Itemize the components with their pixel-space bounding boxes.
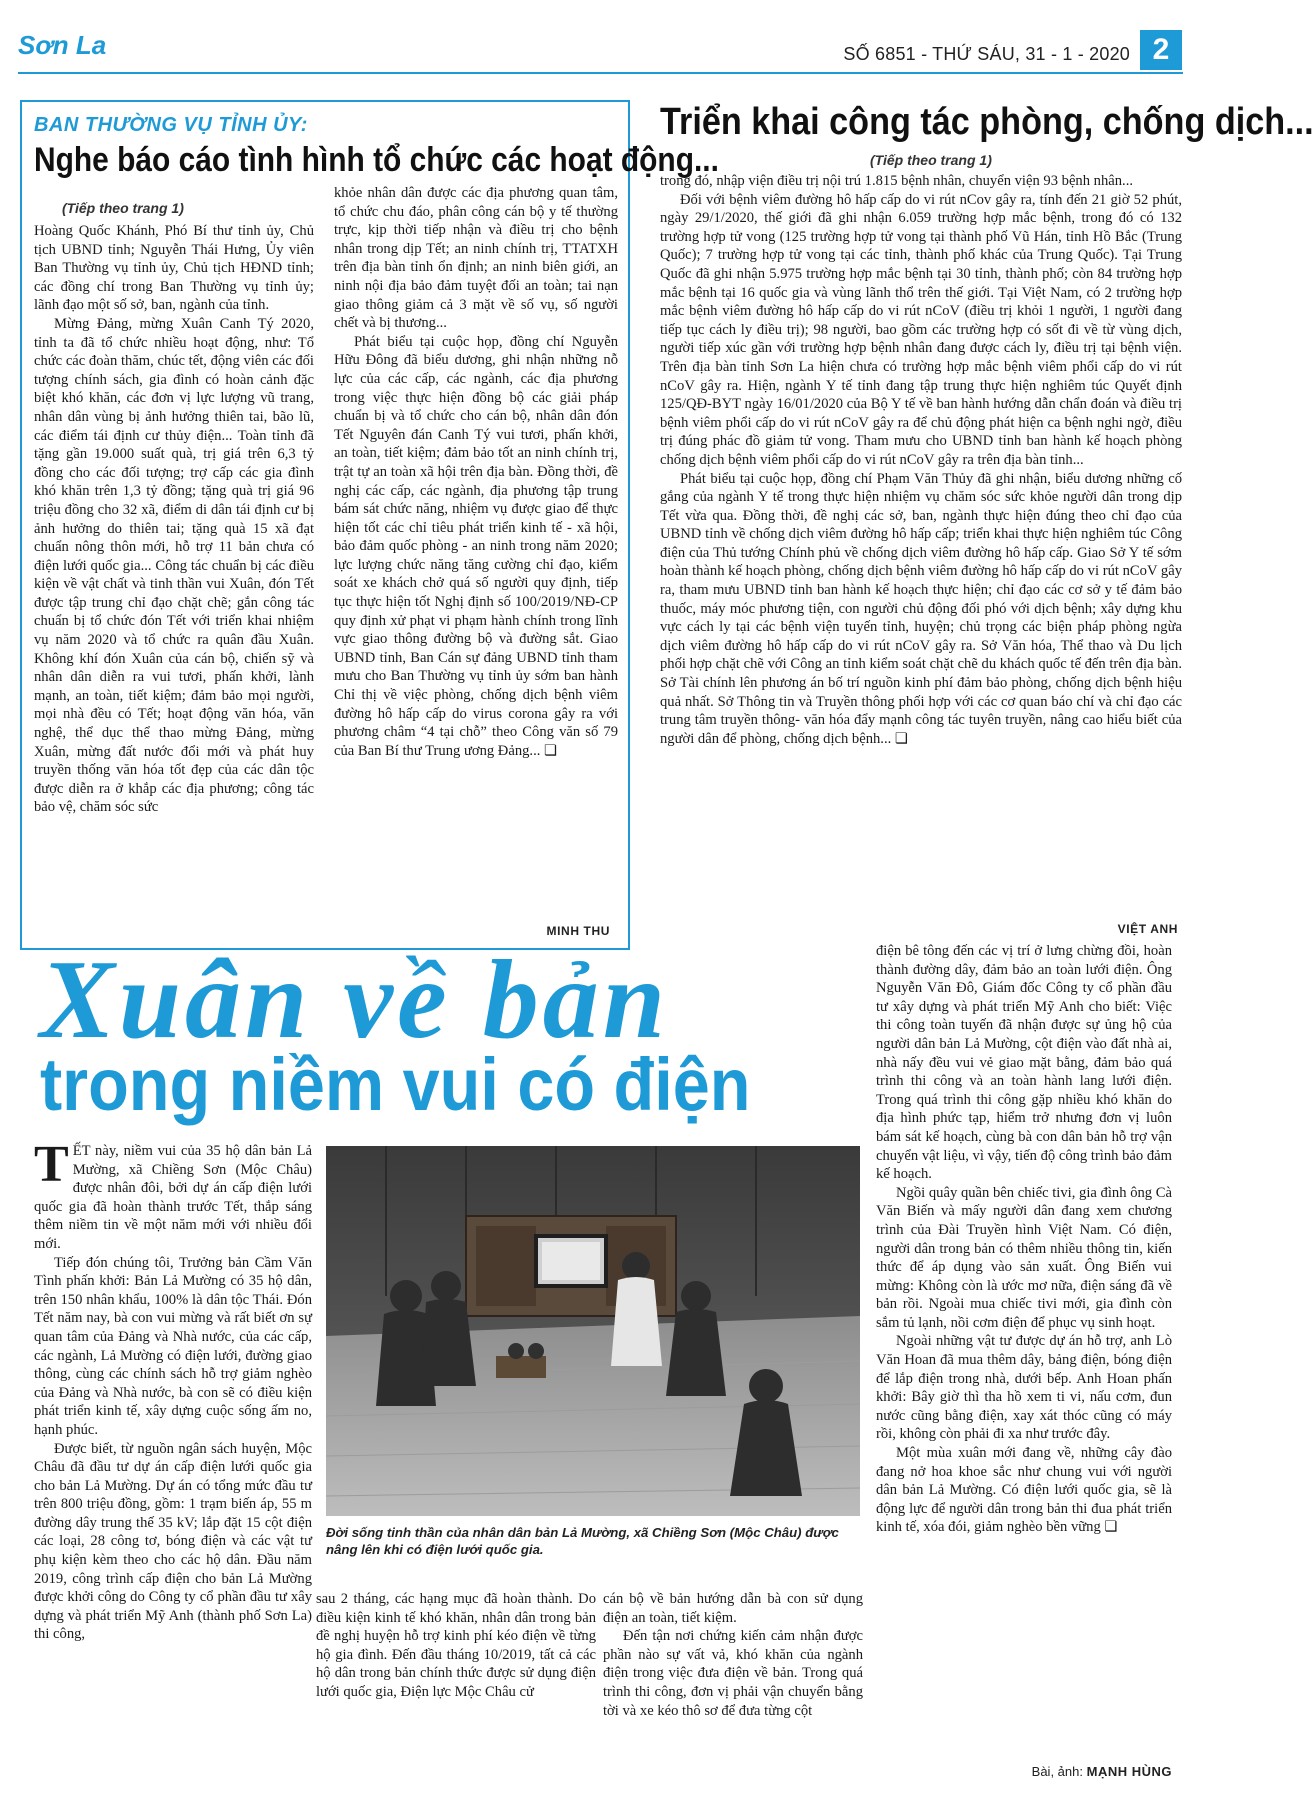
left-article-column-1	[34, 222, 314, 936]
paragraph: Đến tận nơi chứng kiến cảm nhận được phần nào sự vất vả, khó khăn của ngành điện trong việc đưa điện về bản. Trong quá trình thi công, đơn vị phải vận chuyển bằng tời và xe kéo thô sơ để đưa từng cột	[603, 1628, 863, 1719]
drop-cap: T	[34, 1136, 69, 1193]
paragraph: trong đó, nhập viện điều trị nội trú 1.815 bệnh nhân, chuyển viện 93 bệnh nhân...	[660, 173, 1133, 189]
feature-column-1	[34, 1136, 312, 1762]
page-number: 2	[1140, 30, 1182, 70]
feature-column-2	[316, 1590, 596, 1780]
left-article-column-2	[334, 184, 618, 922]
paragraph: cán bộ về bản hướng dẫn bà con sử dụng điện an toàn, tiết kiệm.	[603, 1591, 863, 1626]
right-article-headline: Triển khai công tác phòng, chống dịch...	[660, 101, 1314, 143]
paragraph: Đối với bệnh viêm đường hô hấp cấp do vi rút nCov gây ra, tính đến 21 giờ 52 phút, ngày 29/1/2020, thế giới đã ghi nhận 6.059 trường hợp mắc bệnh, trong đó có 132 trường hợp tử vong (125 trường hợp tử vong tại thành phố Vũ Hán, tỉnh Hồ Bắc (Trung Quốc); 7 trường hợp tử vong tại các tỉnh, thành phố khác của Trung Quốc). Tại Trung Quốc đã ghi nhận 5.975 trường hợp mắc bệnh tại 30 tỉnh, thành phố; còn 84 trường hợp mắc bệnh tại 16 quốc gia và vùng lãnh thổ trên thế giới. Tại Việt Nam, có 2 trường hợp mắc bệnh viêm đường hô hấp cấp do vi rút nCoV (điều trị khỏi 1 người, 1 người đang tiếp tục cách ly điều trị); 98 người, bao gồm các trường hợp có sốt đi về từ vùng dịch, người tiếp xúc gần với trường hợp bệnh nhân đang được cách ly, điều trị tại bệnh viện. Trên địa bàn tỉnh Sơn La hiện chưa có trường hợp mắc bệnh viêm phổi cấp do vi rút nCoV gây ra. Hiện, ngành Y tế tỉnh đang tập trung thực hiện nghiêm túc Quyết định 125/QĐ-BYT ngày 16/01/2020 của Bộ Y tế về ban hành hướng dẫn chẩn đoán và điều trị bệnh viêm phổi cấp do vi rút nCoV gây ra để chủ động phát hiện ca bệnh nghi ngờ, điều trị đúng phác đồ giảm tử vong. Tham mưu cho UBND tỉnh ban hành kế hoạch phòng chống dịch bệnh viêm phổi cấp do vi rút nCoV gây ra trên địa bàn tỉnh...	[660, 191, 1182, 468]
feature-column-3	[603, 1590, 863, 1780]
feature-byline	[1032, 1764, 1172, 1779]
byline-prefix: Bài, ảnh:	[1031, 1764, 1083, 1779]
paragraph: Ngồi quây quần bên chiếc tivi, gia đình ông Cà Văn Biến và mấy người dân đang xem chương trình của Đài Truyền hình Việt Nam. Có điện, người dân trong bản có thêm nhiều thông tin, kiến thức để áp dụng vào sản xuất. Ông Biến vui mừng: Không còn là ước mơ nữa, điện sáng đã về bản rồi. Ngoài mua chiếc tivi mới, gia đình còn sắm tủ lạnh, nồi cơm điện để phục vụ sinh hoạt.	[876, 1184, 1172, 1331]
left-article-continued: (Tiếp theo trang 1)	[62, 200, 184, 216]
paragraph: Một mùa xuân mới đang về, những cây đào đang nở hoa khoe sắc như chung vui với người dân bản Lả Mường. Có điện lưới quốc gia, sẽ là động lực để người dân trong bản thi đua phát triển kinh tế, xóa đói, giảm nghèo bền vững ❏	[876, 1445, 1172, 1536]
family-watching-tv-illustration	[326, 1146, 860, 1516]
feature-title-line-1: Xuân về bản	[40, 938, 669, 1062]
paragraph: Ngoài những vật tư được dự án hỗ trợ, anh Lò Văn Hoan đã mua thêm dây, bảng điện, bóng điện để lắp điện trong nhà, dưới bếp. Anh Hoan phấn khởi: Bây giờ thì tha hồ xem ti vi, nấu cơm, đun nước cũng bằng điện, xay xát thóc cũng có máy rồi, không còn phải đi xa như trước đây.	[876, 1333, 1172, 1443]
paragraph: Được biết, từ nguồn ngân sách huyện, Mộc Châu đã đầu tư dự án cấp điện lưới quốc gia cho bản Lả Mường. Dự án có tổng mức đầu tư trên 800 triệu đồng, gồm: 1 trạm biến áp, 55 m đường dây trung thế 35 kV; lắp đặt 15 cột điện các loại, 28 công tơ, bóng điện và các vật tư phụ kiện kèm theo cho các hộ dân. Đầu năm 2019, công trình cấp điện cho bản Lả Mường được khởi công do Công ty cổ phần đầu tư xây dựng và phát triển Mỹ Anh (thành phố Sơn La) thi công,	[34, 1440, 312, 1643]
paragraph: Tiếp đón chúng tôi, Trưởng bản Cầm Văn Tình phấn khởi: Bản Lả Mường có 35 hộ dân, trên 150 nhân khẩu, 100% là dân tộc Thái. Đón Tết năm nay, bà con vui mừng và rất biết ơn sự quan tâm của Đảng và Nhà nước, của các cấp, các ngành, Lả Mường có điện lưới, đường giao thông, cùng các chính sách hỗ trợ giảm nghèo của Đảng và Nhà nước, bà con sẽ có điều kiện phát triển kinh tế, xây dựng cuộc sống ấm no, hạnh phúc.	[34, 1254, 312, 1438]
section-name: Sơn La	[18, 30, 107, 60]
byline-author: MẠNH HÙNG	[1086, 1764, 1172, 1779]
photo-caption: Đời sống tinh thần của nhân dân bản Lả Mường, xã Chiềng Sơn (Mộc Châu) được nâng lên khi có điện lưới quốc gia.	[326, 1525, 839, 1557]
paragraph: sau 2 tháng, các hạng mục đã hoàn thành. Do điều kiện kinh tế khó khăn, nhân dân trong bản đề nghị huyện hỗ trợ kinh phí kéo điện về từng hộ gia đình. Đến đầu tháng 10/2019, tất cả các hộ dân trong bản chính thức được sử dụng điện lưới quốc gia, Điện lực Mộc Châu cử	[316, 1591, 596, 1700]
left-article-byline: MINH THU	[546, 924, 610, 938]
paragraph-text: ẾT này, niềm vui của 35 hộ dân bản Lả Mường, xã Chiềng Sơn (Mộc Châu) được nhân đôi, bởi dự án cấp điện lưới quốc gia đã hoàn thành trước Tết, thắp sáng thêm niềm tin về một năm mới với nhiều đổi mới.	[34, 1143, 312, 1252]
header-rule	[18, 72, 1183, 74]
left-article-headline: Nghe báo cáo tình hình tổ chức các hoạt động...	[34, 141, 719, 179]
paragraph: điện bê tông đến các vị trí ở lưng chừng đồi, hoàn thành đường dây, đảm bảo an toàn lưới điện. Ông Nguyễn Văn Đô, Giám đốc Công ty cổ phần đầu tư xây dựng và phát triển Mỹ Anh cho biết: Việc thi công toàn tuyến đã nhận được sự ủng hộ của người dân bản Lả Mường, cột điện vào đất nhà ai, nhà nấy đều vui vẻ giao mặt bằng, đảm bảo quá trình thi công và an toàn hành lang lưới điện. Trong quá trình thi công gặp nhiều khó khăn do địa hình phức tạp, hiểm trở nhưng đơn vị luôn bám sát kế hoạch, cùng bà con dân bản hỗ trợ vận chuyển vật liệu, vì vậy, tiến độ công trình bảo đảm kế hoạch.	[876, 943, 1172, 1183]
paragraph	[34, 1136, 312, 1254]
feature-title-line-2: trong niềm vui có điện	[40, 1043, 751, 1126]
paragraph: Hoàng Quốc Khánh, Phó Bí thư tỉnh ủy, Chủ tịch UBND tỉnh; Nguyễn Thái Hưng, Ủy viên Ban Thường vụ tỉnh ủy, Chủ tịch HĐND tỉnh; các đồng chí trong Ban Thường vụ tỉnh ủy; lãnh đạo một số sở, ban, ngành của tỉnh.	[34, 223, 314, 314]
left-article-kicker: BAN THƯỜNG VỤ TỈNH ỦY:	[34, 114, 308, 136]
paragraph: Phát biểu tại cuộc họp, đồng chí Phạm Văn Thủy đã ghi nhận, biểu dương những cố gắng của ngành Y tế trong thực hiện nhiệm vụ chăm sóc sức khỏe người dân trong dịp Tết vừa qua. Đồng thời, đề nghị các sở, ban, ngành thực hiện đúng theo chỉ đạo của UBND tỉnh về chống dịch viêm đường hô hấp cấp; triển khai thực hiện nghiêm túc Công điện của Thủ tướng Chính phủ về chống dịch viêm đường hô hấp cấp. Giao Sở Y tế sớm hoàn thành kế hoạch phòng, chống dịch bệnh viêm đường hô hấp cấp do vi rút nCoV gây ra, tham mưu UBND tỉnh ban hành kế hoạch thực hiện; chỉ đạo các cơ sở y tế đảm bảo thuốc, máy móc phương tiện, con người chủ động đối phó với dịch bệnh; xây dựng khu vực cách ly tại các bệnh viện tuyến tỉnh, huyện; chủ trọng các biện pháp phòng ngừa dịch viêm đường hô hấp cấp do vi rút nCoV gây ra. Sở Văn hóa, Thể thao và Du lịch phối hợp chặt chẽ với Công an tỉnh kiểm soát chặt chẽ du khách quốc tế đến trên địa bàn. Sở Tài chính lên phương án bố trí nguồn kinh phí đảm bảo phòng, chống dịch bệnh hiệu quả nhất. Sở Thông tin và Truyền thông phối hợp với các cơ quan báo chí và chỉ đạo các trung tâm truyền thông- văn hóa đẩy mạnh công tác tuyên truyền, nâng cao hiểu biết của người dân để phòng, chống dịch bệnh... ❏	[660, 470, 1182, 747]
right-article-byline: VIỆT ANH	[1117, 922, 1178, 936]
issue-info: SỐ 6851 - THỨ SÁU, 31 - 1 - 2020	[843, 44, 1130, 64]
feature-photo	[326, 1146, 860, 1516]
paragraph: khỏe nhân dân được các địa phương quan tâm, tổ chức chu đáo, phân công cán bộ y tế thường trực, kịp thời tiếp nhận và điều trị cho bệnh nhân trong dịp Tết; an ninh chính trị, TTATXH trên địa bàn tỉnh ổn định; an ninh biên giới, an ninh nội địa bảo đảm tuyệt đối an toàn; tai nạn giao thông giảm cả 3 mặt về số vụ, số người chết và bị thương...	[334, 185, 618, 332]
paragraph: Mừng Đảng, mừng Xuân Canh Tý 2020, tỉnh ta đã tổ chức nhiều hoạt động, như: Tổ chức các đoàn thăm, chúc tết, động viên các đối tượng chính sách, gia đình có hoàn cảnh đặc biệt khó khăn, các đơn vị lực lượng vũ trang, nhân dân vùng bị ảnh hưởng thiên tai, bão lũ, các điểm tái định cư thủy điện... Toàn tỉnh đã tặng gần 19.000 suất quà, trị giá trên 6,3 tỷ đồng cho các đối tượng; trợ cấp các gia đình khó khăn trên 1,3 tỷ đồng; tặng quà trị giá 96 triệu đồng cho 32 xã, điểm di dân tái định cư bị ảnh hưởng do thiên tai; tặng quà 15 xã đạt chuẩn nông thôn mới, hỗ trợ 11 bản chưa có điện lưới quốc gia... Công tác chuẩn bị các điều kiện về vật chất và tinh thần vui Xuân, đón Tết được tập trung chỉ đạo chặt chẽ; gắn công tác chuẩn bị tổ chức đón Tết với triển khai nhiệm vụ năm 2020 và tổ chức ra quân đầu Xuân. Không khí đón Xuân của cán bộ, chiến sỹ và nhân dân diễn ra vui tươi, phấn khởi, lành mạnh, an toàn, tiết kiệm; đảm bảo mọi người, mọi nhà đều có Tết; hoạt động văn hóa, văn nghệ, thể dục thể thao mừng Đảng, mừng Xuân, mừng đất nước đổi mới và phát huy truyền thống văn hóa tốt đẹp của các dân tộc được diễn ra ở khắp các địa phương; công tác bảo vệ, chăm sóc sức	[34, 315, 314, 816]
paragraph: Phát biểu tại cuộc họp, đồng chí Nguyễn Hữu Đông đã biểu dương, ghi nhận những nỗ lực của các cấp, các ngành, các địa phương trong việc thực hiện đồng bộ các giải pháp chuẩn bị và tổ chức cho cán bộ, nhân dân đón Tết Nguyên đán Canh Tý vui tươi, phấn khởi, an toàn, tiết kiệm; đảm bảo tốt an ninh chính trị, trật tự an toàn xã hội trên địa bàn. Đồng thời, đề nghị các cấp, các ngành, địa phương tập trung bám sát chức năng, nhiệm vụ được giao để thực hiện tốt các chỉ tiêu phát triển kinh tế - xã hội, bảo đảm quốc phòng - an ninh trong năm 2020; lực lượng chức năng tăng cường chỉ đạo, kiểm soát xe khách chở quá số người quy định, tiếp tục thực hiện tốt Nghị định số 100/2019/NĐ-CP quy định xử phạt vi phạm hành chính trong lĩnh vực giao thông đường bộ và đường sắt. Giao UBND tỉnh, Ban Cán sự đảng UBND tỉnh tham mưu cho Ban Thường vụ tỉnh ủy sớm ban hành Chỉ thị về việc phòng, chống dịch bệnh viêm đường hô hấp cấp do virus corona gây ra với phương châm “4 tại chỗ” theo Công văn số 79 của Ban Bí thư Trung ương Đảng... ❏	[334, 333, 618, 759]
feature-column-4	[876, 942, 1172, 1764]
right-article-body	[660, 172, 1182, 924]
right-article-continued: (Tiếp theo trang 1)	[870, 152, 992, 168]
